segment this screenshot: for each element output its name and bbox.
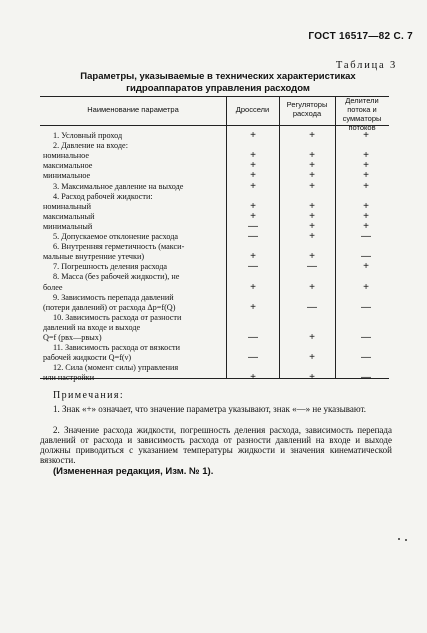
- table-cell-mark: +: [363, 130, 369, 141]
- table-cell-mark: +: [250, 170, 256, 181]
- table-cell-mark: +: [250, 130, 256, 141]
- note-item: 2. Значение расхода жидкости, погрешность деления расхода, зависимость перепада давлений от расхода и зависимость расхода от разности давлений на входе и выходе должны приводиться с указанием температуры жидкости и значения кинематической вязкости.: [40, 425, 392, 465]
- table-cell-mark: —: [248, 261, 258, 272]
- table-cell-mark: +: [363, 181, 369, 192]
- notes-title: Примечания:: [53, 390, 125, 401]
- table-cell-mark: +: [363, 150, 369, 161]
- column-header-flow-regulators: Регуляторы расхода: [286, 100, 328, 118]
- table-row-label: номинальное: [43, 151, 89, 160]
- note-item: 1. Знак «+» означает, что значение параметра указывают, знак «—» не указывают.: [53, 404, 367, 414]
- print-speck: [405, 539, 407, 541]
- table-row-label: минимальный: [43, 222, 93, 231]
- table-cell-mark: +: [309, 352, 315, 363]
- table-cell-mark: +: [250, 201, 256, 212]
- table-row-label: мальные внутренние утечки): [43, 252, 145, 261]
- table-number: Таблица 3: [335, 60, 397, 71]
- table-cell-mark: —: [248, 352, 258, 363]
- table-cell-mark: +: [250, 181, 256, 192]
- table-cell-mark: —: [361, 302, 371, 313]
- table-cell-mark: +: [250, 150, 256, 161]
- table-row-label: рабочей жидкости Q=f(ν): [43, 353, 132, 362]
- table-row-label: или настройки: [43, 373, 95, 382]
- table-cell-mark: +: [309, 372, 315, 383]
- table-cell-mark: +: [309, 130, 315, 141]
- table-cell-mark: +: [363, 160, 369, 171]
- table-cell-mark: +: [250, 160, 256, 171]
- table-cell-mark: +: [363, 282, 369, 293]
- table-row-label: более: [43, 283, 63, 292]
- table-cell-mark: —: [361, 332, 371, 343]
- table-cell-mark: —: [307, 261, 317, 272]
- table-cell-mark: +: [363, 170, 369, 181]
- table-cell-mark: —: [361, 251, 371, 262]
- table-cell-mark: —: [248, 231, 258, 242]
- table-cell-mark: —: [361, 352, 371, 363]
- table-cell-mark: +: [363, 211, 369, 222]
- table-row-label: максимальный: [43, 212, 95, 221]
- table-row-label: Q=f (pвх—pвых): [43, 333, 102, 342]
- table-cell-mark: —: [361, 372, 371, 383]
- edition-note: (Измененная редакция, Изм. № 1).: [53, 466, 214, 477]
- table-cell-mark: +: [250, 251, 256, 262]
- table-cell-mark: +: [309, 170, 315, 181]
- table-cell-mark: +: [309, 150, 315, 161]
- table-cell-mark: +: [309, 211, 315, 222]
- table-row-label: 3. Максимальное давление на выходе: [53, 182, 184, 191]
- table-cell-mark: +: [309, 201, 315, 212]
- table-row-label: 1. Условный проход: [53, 131, 123, 140]
- table-cell-mark: +: [363, 221, 369, 232]
- table-caption: Параметры, указываемые в технических характеристиках гидроаппаратов управления расходом: [80, 71, 356, 94]
- table-row-label: 11. Зависимость расхода от вязкости: [53, 343, 181, 352]
- table-cell-mark: —: [361, 231, 371, 242]
- table-cell-mark: —: [307, 302, 317, 313]
- column-header-parameter: Наименование параметра: [87, 105, 179, 114]
- table-cell-mark: +: [250, 302, 256, 313]
- table-row-label: 9. Зависимость перепада давлений: [53, 293, 174, 302]
- table-cell-mark: +: [309, 282, 315, 293]
- table-row-label: 5. Допускаемое отклонение расхода: [53, 232, 179, 241]
- table-row-label: максимальное: [43, 161, 93, 170]
- table-row-label: 8. Масса (без рабочей жидкости), не: [53, 272, 180, 281]
- table-cell-mark: +: [250, 282, 256, 293]
- table-row-label: 12. Сила (момент силы) управления: [53, 363, 179, 372]
- table-cell-mark: —: [248, 221, 258, 232]
- print-speck: [398, 538, 400, 540]
- table-cell-mark: +: [309, 221, 315, 232]
- table-cell-mark: +: [309, 231, 315, 242]
- table-row-label: 7. Погрешность деления расхода: [53, 262, 168, 271]
- table-row-label: 10. Зависимость расхода от разности: [53, 313, 182, 322]
- table-cell-mark: +: [250, 211, 256, 222]
- table-cell-mark: +: [309, 332, 315, 343]
- table-row-label: номинальный: [43, 202, 92, 211]
- table-row-label: 2. Давление на входе:: [53, 141, 128, 150]
- table-cell-mark: +: [363, 261, 369, 272]
- column-header-throttles: Дроссели: [235, 105, 270, 114]
- table-cell-mark: +: [250, 372, 256, 383]
- table-cell-mark: +: [309, 160, 315, 171]
- table-row-label: давлений на входе и выходе: [43, 323, 141, 332]
- table-cell-mark: +: [309, 181, 315, 192]
- table-row-label: (потери давлений) от расхода Δp=f(Q): [43, 303, 176, 312]
- table-cell-mark: +: [309, 251, 315, 262]
- table-row-label: 4. Расход рабочей жидкости:: [53, 192, 153, 201]
- column-header-flow-dividers: Делители потока и сумматоры потоков: [342, 96, 382, 132]
- table-cell-mark: —: [248, 332, 258, 343]
- table-row-label: минимальное: [43, 171, 91, 180]
- page-header: ГОСТ 16517—82 С. 7: [308, 31, 413, 42]
- table-cell-mark: +: [363, 201, 369, 212]
- table-row-label: 6. Внутренняя герметичность (макси-: [53, 242, 185, 251]
